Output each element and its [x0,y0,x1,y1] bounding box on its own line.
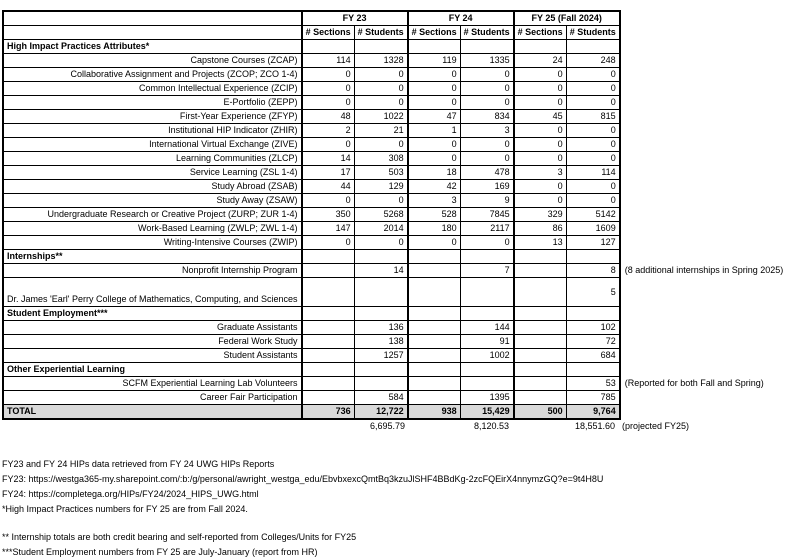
value-cell[interactable]: 0 [460,236,514,250]
row-label[interactable]: High Impact Practices Attributes* [3,40,302,54]
value-cell[interactable]: 0 [354,236,408,250]
row-annotation [620,180,788,194]
value-cell[interactable]: 834 [460,110,514,124]
value-cell[interactable]: 47 [408,110,461,124]
total-row [3,405,787,420]
row-label[interactable]: Federal Work Study [3,335,302,349]
table-row [3,208,787,222]
value-cell[interactable]: 0 [408,236,461,250]
table-row [3,222,787,236]
value-cell[interactable]: 0 [514,68,567,82]
projection-cell[interactable] [512,420,564,433]
value-cell[interactable] [566,40,620,54]
row-label[interactable]: Common Intellectual Experience (ZCIP) [3,82,302,96]
value-cell[interactable]: 5142 [566,208,620,222]
value-cell[interactable] [354,363,408,377]
value-cell[interactable]: 7845 [460,208,514,222]
footnotes [2,457,775,560]
row-label[interactable]: Writing-Intensive Courses (ZWIP) [3,236,302,250]
value-cell[interactable]: 0 [302,236,355,250]
row-annotation [620,363,788,377]
value-cell[interactable]: 7 [460,264,514,278]
value-cell[interactable]: 138 [354,335,408,349]
value-cell[interactable]: 0 [302,138,355,152]
value-cell[interactable]: 0 [514,96,567,110]
fy23-sections-header[interactable]: # Sections [302,26,355,40]
value-cell[interactable]: 1257 [354,349,408,363]
spacer-cell [620,26,788,40]
value-cell[interactable]: 129 [354,180,408,194]
value-cell[interactable] [514,349,567,363]
row-annotation [620,124,788,138]
fy24-students-header[interactable]: # Students [460,26,514,40]
value-cell[interactable]: 114 [302,54,355,68]
value-cell[interactable]: 1609 [566,222,620,236]
table-row [3,54,787,68]
value-cell[interactable]: 0 [354,194,408,208]
table-row [3,335,787,349]
value-cell[interactable]: 0 [460,82,514,96]
value-cell[interactable]: 0 [354,82,408,96]
value-cell[interactable] [302,40,355,54]
footnote-line: FY23 and FY 24 HIPs data retrieved from FY 24 UWG HIPs Reports [2,459,275,469]
value-cell[interactable]: 136 [354,321,408,335]
row-annotation [620,54,788,68]
value-cell[interactable]: 0 [566,96,620,110]
value-cell[interactable] [408,40,461,54]
value-cell[interactable]: 72 [566,335,620,349]
value-cell[interactable]: 9 [460,194,514,208]
row-annotation [620,110,788,124]
value-cell[interactable]: 2 [302,124,355,138]
value-cell[interactable]: 0 [514,152,567,166]
value-cell[interactable] [514,278,567,307]
row-annotation [620,250,788,264]
value-cell[interactable] [354,377,408,391]
value-cell[interactable]: 350 [302,208,355,222]
value-cell[interactable] [302,377,355,391]
value-cell[interactable]: 0 [354,138,408,152]
value-cell[interactable]: 119 [408,54,461,68]
value-cell[interactable] [408,307,461,321]
row-label[interactable]: Institutional HIP Indicator (ZHIR) [3,124,302,138]
value-cell[interactable] [302,363,355,377]
fy25-projected-students[interactable]: 18,551.60 [574,421,615,431]
projection-annotation: (projected FY25) [622,421,690,431]
value-cell[interactable] [566,250,620,264]
section-header-row [3,40,787,54]
value-cell[interactable]: 0 [514,180,567,194]
row-annotation: (8 additional internships in Spring 2025) [624,265,784,275]
table-row [3,349,787,363]
value-cell[interactable]: 0 [566,194,620,208]
value-cell[interactable]: 248 [566,54,620,68]
value-cell[interactable] [408,391,461,405]
row-label[interactable]: Undergraduate Research or Creative Project (ZURP; ZUR 1-4) [3,208,302,222]
value-cell[interactable] [408,250,461,264]
value-cell[interactable] [514,264,567,278]
value-cell[interactable]: 308 [354,152,408,166]
value-cell[interactable]: 1335 [460,54,514,68]
value-cell[interactable]: 938 [408,405,461,420]
fy24-projected-students[interactable]: 8,120.53 [473,421,509,431]
value-cell[interactable] [408,321,461,335]
value-cell[interactable]: 0 [408,96,461,110]
row-label[interactable]: International Virtual Exchange (ZIVE) [3,138,302,152]
row-annotation [620,40,788,54]
value-cell[interactable]: 3 [460,124,514,138]
value-cell[interactable]: 8 [566,264,620,278]
table-row [3,82,787,96]
value-cell[interactable]: 0 [566,138,620,152]
value-cell[interactable]: 86 [514,222,567,236]
fy25-sections-header[interactable]: # Sections [514,26,567,40]
value-cell[interactable]: 1328 [354,54,408,68]
value-cell[interactable]: 0 [514,82,567,96]
value-cell[interactable]: 0 [302,82,355,96]
value-cell[interactable]: 18 [408,166,461,180]
value-cell[interactable]: 48 [302,110,355,124]
value-cell[interactable]: 1395 [460,391,514,405]
row-annotation: (Reported for both Fall and Spring) [624,378,764,388]
fy24-sections-header[interactable]: # Sections [408,26,461,40]
value-cell[interactable]: 0 [460,96,514,110]
value-cell[interactable]: 45 [514,110,567,124]
value-cell[interactable]: 0 [302,194,355,208]
value-cell[interactable]: 3 [514,166,567,180]
spacer-cell [2,420,304,433]
value-cell[interactable] [460,377,514,391]
value-cell[interactable]: 0 [566,180,620,194]
corner-cell[interactable] [3,11,302,26]
value-cell[interactable] [302,321,355,335]
row-annotation [620,152,788,166]
value-cell[interactable] [354,307,408,321]
value-cell[interactable] [566,363,620,377]
row-annotation [620,335,788,349]
value-cell[interactable]: 736 [302,405,355,420]
fy25-header[interactable]: FY 25 (Fall 2024) [514,11,620,26]
value-cell[interactable]: 2014 [354,222,408,236]
value-cell[interactable] [460,40,514,54]
row-annotation [620,391,788,405]
value-cell[interactable]: 584 [354,391,408,405]
value-cell[interactable] [302,335,355,349]
value-cell[interactable]: 684 [566,349,620,363]
value-cell[interactable]: 114 [566,166,620,180]
value-cell[interactable]: 0 [566,82,620,96]
row-annotation [620,236,788,250]
value-cell[interactable]: 9,764 [566,405,620,420]
value-cell[interactable]: 0 [460,68,514,82]
value-cell[interactable] [302,278,355,307]
value-cell[interactable] [566,307,620,321]
value-cell[interactable]: 42 [408,180,461,194]
value-cell[interactable]: 1022 [354,110,408,124]
row-annotation [620,321,788,335]
value-cell[interactable] [460,307,514,321]
value-cell[interactable]: 0 [408,152,461,166]
value-cell[interactable]: 5268 [354,208,408,222]
row-label[interactable]: Learning Communities (ZLCP) [3,152,302,166]
fy23-header[interactable]: FY 23 [302,11,408,26]
table-row [3,68,787,82]
fy23-students-header[interactable]: # Students [354,26,408,40]
row-annotation [620,138,788,152]
value-cell[interactable]: 0 [460,138,514,152]
row-annotation [620,405,788,420]
value-cell[interactable]: 329 [514,208,567,222]
value-cell[interactable]: 0 [460,152,514,166]
row-annotation [620,222,788,236]
fy25-students-header[interactable]: # Students [566,26,620,40]
row-annotation [620,68,788,82]
table-row [3,278,787,307]
row-label[interactable]: Work-Based Learning (ZWLP; ZWL 1-4) [3,222,302,236]
section-header-row [3,307,787,321]
row-annotation [620,194,788,208]
footnote-line: FY24: https://completega.org/HIPs/FY24/2024_HIPS_UWG.html [2,489,259,499]
value-cell[interactable]: 53 [566,377,620,391]
value-cell[interactable]: 0 [514,138,567,152]
value-cell[interactable]: 180 [408,222,461,236]
value-cell[interactable]: 2117 [460,222,514,236]
value-cell[interactable] [514,321,567,335]
value-cell[interactable] [408,264,461,278]
value-cell[interactable]: 44 [302,180,355,194]
fy-header-row [3,11,787,26]
value-cell[interactable] [408,349,461,363]
value-cell[interactable]: 0 [302,96,355,110]
value-cell[interactable]: 147 [302,222,355,236]
row-label[interactable]: First-Year Experience (ZFYP) [3,110,302,124]
subheader-row [3,26,787,40]
fy24-header[interactable]: FY 24 [408,11,514,26]
value-cell[interactable] [514,307,567,321]
footnote-line: ** Internship totals are both credit bearing and self-reported from Colleges/Units for FY25 [2,532,357,542]
table-row [3,391,787,405]
value-cell[interactable]: 1002 [460,349,514,363]
row-annotation [620,278,788,307]
value-cell[interactable]: 169 [460,180,514,194]
value-cell[interactable]: 0 [408,138,461,152]
row-annotation [620,208,788,222]
table-row [3,194,787,208]
row-label[interactable]: Student Assistants [3,349,302,363]
corner-cell[interactable] [3,26,302,40]
table-row [3,152,787,166]
row-annotation [620,96,788,110]
value-cell[interactable]: 0 [566,152,620,166]
value-cell[interactable]: 0 [354,96,408,110]
value-cell[interactable]: 14 [354,264,408,278]
table-row [3,321,787,335]
value-cell[interactable]: 144 [460,321,514,335]
value-cell[interactable]: 14 [302,152,355,166]
value-cell[interactable] [514,377,567,391]
row-annotation [620,82,788,96]
value-cell[interactable]: 102 [566,321,620,335]
row-label[interactable]: Dr. James 'Earl' Perry College of Mathematics, Computing, and Sciences [3,278,302,307]
value-cell[interactable] [408,377,461,391]
value-cell[interactable] [354,278,408,307]
value-cell[interactable]: 0 [408,82,461,96]
value-cell[interactable]: 24 [514,54,567,68]
footnote-line: FY23: https://westga365-my.sharepoint.com/:b:/g/personal/awright_westga_edu/EbvbxexcQmtBq3kzuJlSHF4BBdKg-2zcFQEirX4nnymzGQ?e=9t4H8U [2,474,604,484]
value-cell[interactable] [460,250,514,264]
value-cell[interactable] [302,307,355,321]
row-label[interactable]: Capstone Courses (ZCAP) [3,54,302,68]
footnote-line: ***Student Employment numbers from FY 25 are July-January (report from HR) [2,547,318,557]
value-cell[interactable]: 0 [354,68,408,82]
row-label[interactable]: Graduate Assistants [3,321,302,335]
table-row [3,264,787,278]
value-cell[interactable] [514,40,567,54]
value-cell[interactable]: 91 [460,335,514,349]
row-label[interactable]: Nonprofit Internship Program [3,264,302,278]
value-cell[interactable]: 0 [514,124,567,138]
value-cell[interactable] [408,335,461,349]
value-cell[interactable]: 15,429 [460,405,514,420]
value-cell[interactable]: 0 [302,68,355,82]
value-cell[interactable] [514,335,567,349]
value-cell[interactable]: 12,722 [354,405,408,420]
row-label[interactable]: Career Fair Participation [3,391,302,405]
projection-cell[interactable] [408,420,460,433]
row-label[interactable]: Internships** [3,250,302,264]
table-row [3,96,787,110]
table-row [3,180,787,194]
value-cell[interactable]: 503 [354,166,408,180]
row-label[interactable]: Other Experiential Learning [3,363,302,377]
value-cell[interactable] [302,264,355,278]
row-label[interactable]: Service Learning (ZSL 1-4) [3,166,302,180]
spacer [2,517,775,530]
row-label[interactable]: E-Portfolio (ZEPP) [3,96,302,110]
value-cell[interactable] [514,363,567,377]
table-row [3,138,787,152]
row-annotation [620,349,788,363]
table-row [3,166,787,180]
projection-cell[interactable] [304,420,356,433]
value-cell[interactable]: 127 [566,236,620,250]
value-cell[interactable]: 5 [566,278,620,307]
row-label[interactable]: Collaborative Assignment and Projects (ZCOP; ZCO 1-4) [3,68,302,82]
value-cell[interactable]: 13 [514,236,567,250]
table-row [3,377,787,391]
value-cell[interactable] [514,250,567,264]
value-cell[interactable] [460,278,514,307]
row-annotation [620,307,788,321]
value-cell[interactable]: 815 [566,110,620,124]
value-cell[interactable]: 0 [566,68,620,82]
row-label[interactable]: Study Away (ZSAW) [3,194,302,208]
value-cell[interactable]: 17 [302,166,355,180]
value-cell[interactable] [514,391,567,405]
table-row [3,236,787,250]
value-cell[interactable] [302,250,355,264]
value-cell[interactable] [354,40,408,54]
hips-table [2,10,788,420]
fy23-projected-students[interactable]: 6,695.79 [369,421,405,431]
section-header-row [3,250,787,264]
value-cell[interactable]: 0 [514,194,567,208]
value-cell[interactable]: 528 [408,208,461,222]
footnote-line: *High Impact Practices numbers for FY 25 are from Fall 2024. [2,504,248,514]
table-row [3,110,787,124]
value-cell[interactable] [408,278,461,307]
value-cell[interactable] [302,391,355,405]
value-cell[interactable]: 478 [460,166,514,180]
value-cell[interactable]: 785 [566,391,620,405]
value-cell[interactable] [354,250,408,264]
row-label[interactable]: Student Employment*** [3,307,302,321]
value-cell[interactable] [408,363,461,377]
value-cell[interactable]: 0 [408,68,461,82]
value-cell[interactable]: 500 [514,405,567,420]
value-cell[interactable] [460,363,514,377]
value-cell[interactable]: 1 [408,124,461,138]
value-cell[interactable]: 21 [354,124,408,138]
value-cell[interactable]: 0 [566,124,620,138]
value-cell[interactable] [302,349,355,363]
section-header-row [3,363,787,377]
table-row [3,124,787,138]
row-label[interactable]: SCFM Experiential Learning Lab Volunteers [3,377,302,391]
projection-row [2,420,773,433]
spacer-cell [620,11,788,26]
row-label[interactable]: Study Abroad (ZSAB) [3,180,302,194]
row-annotation [620,166,788,180]
projection-row-table [2,420,773,433]
value-cell[interactable]: 3 [408,194,461,208]
row-label[interactable]: TOTAL [3,405,302,420]
